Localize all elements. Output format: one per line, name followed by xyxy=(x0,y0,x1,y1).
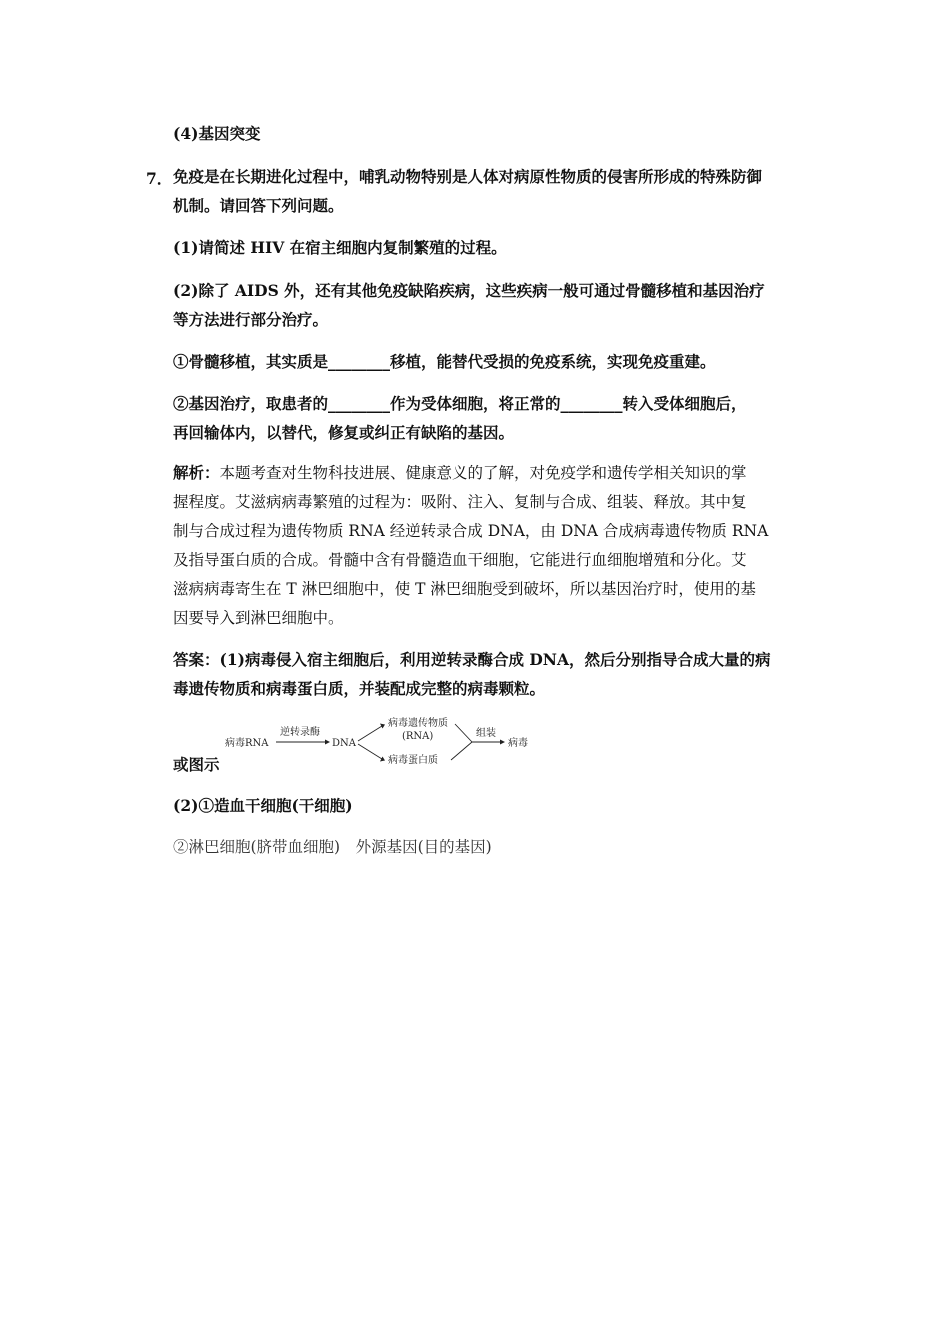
question-part1: (1)请简述 HIV 在宿主细胞内复制繁殖的过程。 xyxy=(173,238,507,257)
question-sub1: ①骨髓移植，其实质是________移植，能替代受损的免疫系统，实现免疫重建。 xyxy=(173,352,716,371)
diagram-edge-rt: 逆转录酶 xyxy=(280,727,320,738)
question-stem-line2: 机制。请回答下列问题。 xyxy=(173,196,344,215)
analysis-line2: 握程度。艾滋病病毒繁殖的过程为：吸附、注入、复制与合成、组装、释放。其中复 xyxy=(173,493,747,511)
diagram-edge-assemble: 组装 xyxy=(476,728,496,739)
answer-part2-sub1: (2)①造血干细胞(干细胞) xyxy=(173,796,353,815)
analysis-line4: 及指导蛋白质的合成。骨髓中含有骨髓造血干细胞，它能进行血细胞增殖和分化。艾 xyxy=(173,551,747,569)
diagram-node-protein: 病毒蛋白质 xyxy=(388,755,438,766)
question-stem-line1: 免疫是在长期进化过程中，哺乳动物特别是人体对病原性物质的侵害所形成的特殊防御 xyxy=(173,167,763,186)
analysis-line5: 滋病病毒寄生在 T 淋巴细胞中，使 T 淋巴细胞受到破坏，所以基因治疗时，使用的基 xyxy=(173,580,756,598)
analysis-line3: 制与合成过程为遗传物质 RNA 经逆转录合成 DNA，由 DNA 合成病毒遗传物质 RNA xyxy=(173,522,769,540)
answer-label: 答案： xyxy=(173,650,220,669)
analysis-text-1: 本题考查对生物科技进展、健康意义的了解，对免疫学和遗传学相关知识的掌 xyxy=(219,464,747,482)
arrow-dna-genetic xyxy=(358,726,382,741)
previous-answer: (4)基因突变 xyxy=(173,124,261,143)
answer-or-diagram: 或图示 xyxy=(173,755,220,774)
question-number: 7． xyxy=(146,169,173,188)
arrow-head-assemble-virus xyxy=(500,740,505,745)
question-part2-line2: 等方法进行部分治疗。 xyxy=(173,310,329,329)
answer-text-1: (1)病毒侵入宿主细胞后，利用逆转录酶合成 DNA，然后分别指导合成大量的病 xyxy=(219,650,771,669)
diagram-node-virus: 病毒 xyxy=(508,738,528,749)
arrow-head-dna-genetic xyxy=(380,724,385,729)
analysis-line6: 因要导入到淋巴细胞中。 xyxy=(173,609,344,627)
line-genetic-merge xyxy=(455,724,472,742)
question-sub2-line2: 再回输体内，以替代，修复或纠正有缺陷的基因。 xyxy=(173,423,515,442)
answer-line1 xyxy=(173,650,813,670)
answer-part2-sub2: ②淋巴细胞(脐带血细胞) 外源基因(目的基因) xyxy=(173,838,492,856)
diagram-node-rna: 病毒RNA xyxy=(225,738,269,749)
diagram-node-dna: DNA xyxy=(332,738,356,749)
arrow-head-rna-dna xyxy=(325,740,330,745)
question-sub2-line1: ②基因治疗，取患者的________作为受体细胞，将正常的________转入受体细胞后， xyxy=(173,394,747,413)
question-part2-line1: (2)除了 AIDS 外，还有其他免疫缺陷疾病，这些疾病一般可通过骨髓移植和基因治疗 xyxy=(173,281,765,300)
diagram-node-genetic-sub: (RNA) xyxy=(402,731,434,742)
answer-line2: 毒遗传物质和病毒蛋白质，并装配成完整的病毒颗粒。 xyxy=(173,679,546,698)
diagram-node-genetic: 病毒遗传物质 xyxy=(388,718,448,729)
analysis-line1 xyxy=(173,463,813,483)
analysis-label: 解析： xyxy=(173,463,220,482)
